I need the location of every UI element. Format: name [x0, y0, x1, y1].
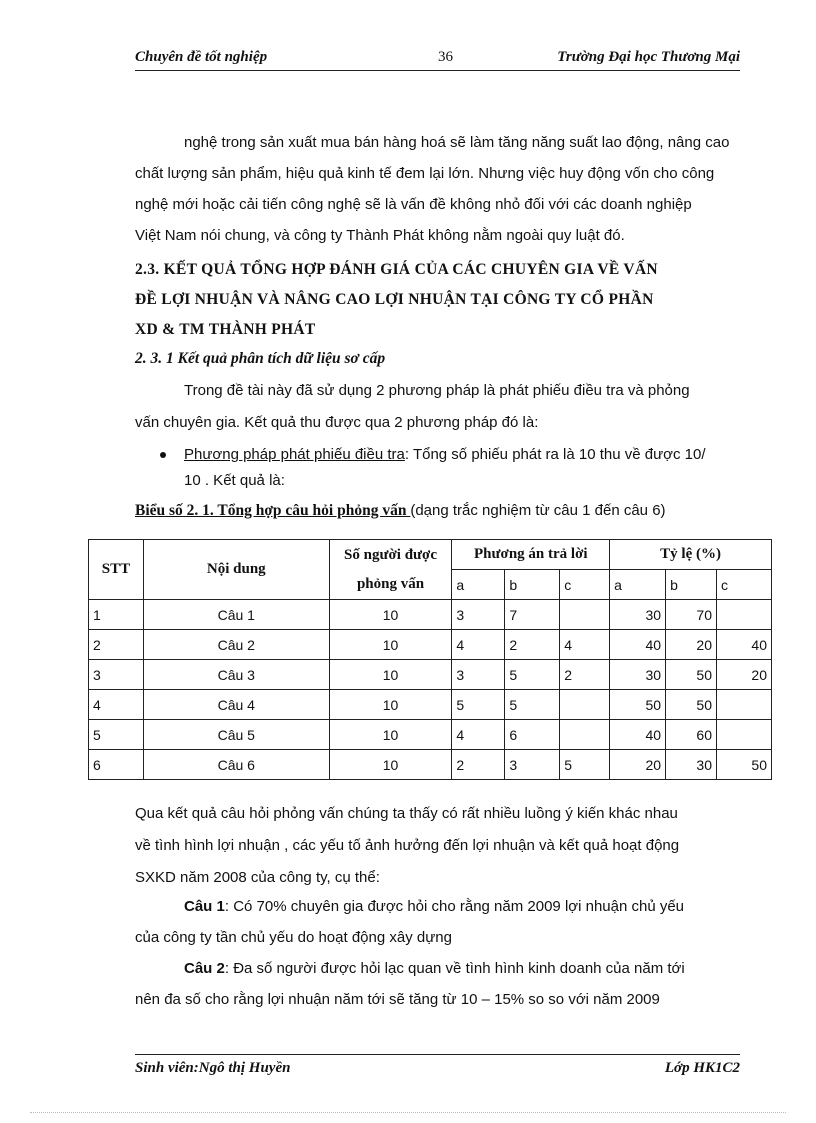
- cell-b: 6: [505, 720, 560, 750]
- cell-a: 4: [452, 720, 505, 750]
- footer-class: Lớp HK1C2: [664, 1060, 740, 1076]
- table-row: [89, 690, 772, 720]
- table-row: [89, 660, 772, 690]
- cell-b: 2: [505, 630, 560, 660]
- cell-stt: 5: [89, 720, 144, 750]
- cell-pc: [717, 690, 772, 720]
- header-stt: STT: [89, 540, 144, 600]
- cell-respondents: 10: [329, 630, 452, 660]
- cell-pb: 30: [666, 750, 717, 780]
- question-1-text: : Có 70% chuyên gia được hỏi cho rằng năm 2009 lợi nhuận chủ yếu: [224, 898, 685, 915]
- page-header: [135, 49, 740, 71]
- text-line: nghệ mới hoặc cải tiến công nghệ sẽ là vấn đề không nhỏ đối với các doanh nghiệp: [135, 196, 692, 213]
- cell-a: 4: [452, 630, 505, 660]
- results-paragraph: [135, 798, 740, 894]
- cell-c: [560, 720, 610, 750]
- cell-respondents: 10: [329, 690, 452, 720]
- heading-line: XD & TM THÀNH PHÁT: [135, 321, 316, 338]
- cell-pb: 20: [666, 630, 717, 660]
- cell-stt: 6: [89, 750, 144, 780]
- cell-c: 2: [560, 660, 610, 690]
- bullet-icon: [160, 452, 166, 458]
- header-ratio: Tỷ lệ (%): [610, 540, 772, 570]
- survey-table: [88, 539, 772, 780]
- cell-b: 7: [505, 600, 560, 630]
- text-line: của công ty tần chủ yếu do hoạt động xây dựng: [135, 929, 452, 946]
- cell-b: 5: [505, 660, 560, 690]
- cell-pa: 20: [610, 750, 666, 780]
- header-option-c: c: [560, 570, 610, 600]
- cell-stt: 3: [89, 660, 144, 690]
- cell-stt: 2: [89, 630, 144, 660]
- cell-a: 3: [452, 600, 505, 630]
- cell-content: Câu 5: [143, 720, 329, 750]
- caption-note: (dạng trắc nghiệm từ câu 1 đến câu 6): [410, 502, 666, 519]
- cell-b: 5: [505, 690, 560, 720]
- header-content: Nội dung: [143, 540, 329, 600]
- cell-pa: 40: [610, 630, 666, 660]
- subsection-heading: 2. 3. 1 Kết quả phân tích dữ liệu sơ cấp: [135, 350, 386, 367]
- cell-stt: 4: [89, 690, 144, 720]
- text-line: Trong đề tài này đã sử dụng 2 phương pháp là phát phiếu điều tra và phỏng: [184, 382, 690, 399]
- cell-pc: [717, 720, 772, 750]
- table-caption: [135, 502, 666, 520]
- page-footer: [135, 1060, 740, 1077]
- cell-a: 3: [452, 660, 505, 690]
- cell-pa: 30: [610, 600, 666, 630]
- header-option-a: a: [452, 570, 505, 600]
- intro-paragraph: [135, 127, 740, 251]
- table-row: [89, 600, 772, 630]
- header-ratio-c: c: [717, 570, 772, 600]
- cell-b: 3: [505, 750, 560, 780]
- cell-pa: 40: [610, 720, 666, 750]
- header-ratio-a: a: [610, 570, 666, 600]
- heading-line: 2.3. KẾT QUẢ TỔNG HỢP ĐÁNH GIÁ CỦA CÁC CHUYÊN GIA VỀ VẤN: [135, 261, 658, 278]
- cell-pa: 30: [610, 660, 666, 690]
- question-1-paragraph: [135, 891, 740, 953]
- table-header-row: [89, 540, 772, 570]
- cell-c: [560, 690, 610, 720]
- text-line: về tình hình lợi nhuận , các yếu tố ảnh hưởng đến lợi nhuận và kết quả hoạt động: [135, 837, 680, 854]
- text-line: Việt Nam nói chung, và công ty Thành Phát không nằm ngoài quy luật đó.: [135, 227, 625, 244]
- cell-a: 5: [452, 690, 505, 720]
- cell-content: Câu 6: [143, 750, 329, 780]
- heading-line: ĐỀ LỢI NHUẬN VÀ NÂNG CAO LỢI NHUẬN TẠI CÔNG TY CỔ PHẦN: [135, 291, 654, 308]
- question-2-label: Câu 2: [184, 960, 225, 977]
- question-2-paragraph: [135, 953, 740, 1015]
- text-line: [135, 891, 740, 922]
- cell-content: Câu 2: [143, 630, 329, 660]
- text-line: chất lượng sản phẩm, hiệu quả kinh tế đem lại lớn. Nhưng việc huy động vốn cho công: [135, 165, 715, 182]
- text-line: nên đa số cho rằng lợi nhuận năm tới sẽ tăng từ 10 – 15% so so với năm 2009: [135, 991, 660, 1008]
- question-2-text: : Đa số người được hỏi lạc quan về tình hình kinh doanh của năm tới: [224, 960, 685, 977]
- footer-rule: [135, 1054, 740, 1055]
- cell-pc: [717, 600, 772, 630]
- cell-pc: 50: [717, 750, 772, 780]
- header-respondents: Số người được phỏng vấn: [329, 540, 452, 600]
- text-line: SXKD năm 2008 của công ty, cụ thể:: [135, 869, 380, 886]
- header-school: Trường Đại học Thương Mại: [557, 49, 740, 65]
- header-option-b: b: [505, 570, 560, 600]
- cell-pa: 50: [610, 690, 666, 720]
- cell-content: Câu 3: [143, 660, 329, 690]
- cell-c: 5: [560, 750, 610, 780]
- cell-c: 4: [560, 630, 610, 660]
- question-1-label: Câu 1: [184, 898, 225, 915]
- cell-a: 2: [452, 750, 505, 780]
- header-rule: [135, 70, 740, 71]
- table-row: [89, 720, 772, 750]
- cell-pb: 70: [666, 600, 717, 630]
- text-line: [135, 953, 740, 984]
- cell-pb: 50: [666, 660, 717, 690]
- cell-respondents: 10: [329, 750, 452, 780]
- caption-title: Biểu số 2. 1. Tổng hợp câu hỏi phỏng vấn: [135, 502, 411, 519]
- text-line: Qua kết quả câu hỏi phỏng vấn chúng ta thấy có rất nhiều luồng ý kiến khác nhau: [135, 805, 678, 822]
- cell-content: Câu 1: [143, 600, 329, 630]
- text-line: vấn chuyên gia. Kết quả thu được qua 2 phương pháp đó là:: [135, 414, 539, 431]
- cell-respondents: 10: [329, 660, 452, 690]
- header-options: Phương án trả lời: [452, 540, 610, 570]
- cell-respondents: 10: [329, 600, 452, 630]
- bullet-text: [184, 440, 706, 470]
- cell-stt: 1: [89, 600, 144, 630]
- cell-pb: 60: [666, 720, 717, 750]
- table-row: [89, 630, 772, 660]
- cell-c: [560, 600, 610, 630]
- table-row: [89, 750, 772, 780]
- bullet-rest: : Tổng số phiếu phát ra là 10 thu về được 10/: [404, 446, 706, 463]
- header-ratio-b: b: [666, 570, 717, 600]
- cell-pc: 40: [717, 630, 772, 660]
- header-title: Chuyên đề tốt nghiệp: [135, 49, 268, 65]
- cell-pb: 50: [666, 690, 717, 720]
- page-number: 36: [438, 49, 453, 65]
- method-paragraph: [135, 375, 740, 439]
- page-bottom-dotted-line: [30, 1112, 786, 1113]
- section-heading: [135, 255, 740, 345]
- bullet-method-name: Phương pháp phát phiếu điều tra: [184, 446, 405, 463]
- bullet-continuation: 10 . Kết quả là:: [184, 472, 285, 489]
- cell-content: Câu 4: [143, 690, 329, 720]
- footer-student: Sinh viên:Ngô thị Huyền: [135, 1060, 291, 1076]
- cell-respondents: 10: [329, 720, 452, 750]
- cell-pc: 20: [717, 660, 772, 690]
- text-line: nghệ trong sản xuất mua bán hàng hoá sẽ làm tăng năng suất lao động, nâng cao: [184, 134, 730, 151]
